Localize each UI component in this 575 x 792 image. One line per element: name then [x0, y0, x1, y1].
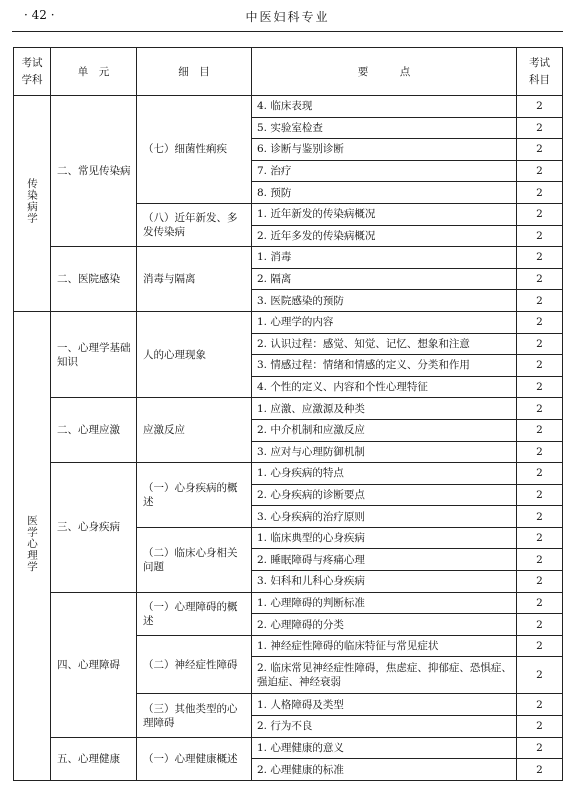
level-cell: 2 [517, 355, 563, 377]
point-cell: 1. 心理学的内容 [252, 311, 517, 333]
item-cell: 应激反应 [137, 398, 252, 463]
point-cell: 1. 消毒 [252, 247, 517, 269]
subject-cell [14, 96, 51, 312]
col-unit-header: 单 元 [51, 48, 137, 96]
table-row [14, 311, 563, 333]
point-cell: 3. 心身疾病的治疗原则 [252, 506, 517, 528]
point-cell: 2. 中介机制和应激反应 [252, 419, 517, 441]
point-cell: 2. 行为不良 [252, 716, 517, 738]
item-cell: （一）心身疾病的概述 [137, 463, 252, 528]
point-cell: 1. 人格障碍及类型 [252, 694, 517, 716]
level-cell: 2 [517, 737, 563, 759]
syllabus-table [13, 47, 563, 781]
unit-cell: 三、心身疾病 [51, 463, 137, 593]
level-cell: 2 [517, 759, 563, 781]
table-header-row [14, 48, 563, 96]
level-cell: 2 [517, 225, 563, 247]
point-cell: 3. 情感过程：情绪和情感的定义、分类和作用 [252, 355, 517, 377]
unit-cell: 二、常见传染病 [51, 96, 137, 247]
item-cell: （一）心理障碍的概述 [137, 592, 252, 635]
table-body [14, 96, 563, 781]
subject-name: 传染病学 [26, 178, 38, 225]
point-cell: 2. 隔离 [252, 268, 517, 290]
page-number: · 42 · [24, 8, 55, 22]
unit-cell: 二、心理应激 [51, 398, 137, 463]
level-cell: 2 [517, 290, 563, 312]
item-cell: （三）其他类型的心理障碍 [137, 694, 252, 737]
level-cell: 2 [517, 333, 563, 355]
point-cell: 3. 应对与心理防御机制 [252, 441, 517, 463]
point-cell: 1. 应激、应激源及种类 [252, 398, 517, 420]
level-cell: 2 [517, 311, 563, 333]
level-cell: 2 [517, 506, 563, 528]
point-cell: 8. 预防 [252, 182, 517, 204]
level-cell: 2 [517, 549, 563, 571]
item-cell: （二）神经症性障碍 [137, 635, 252, 694]
unit-cell: 二、医院感染 [51, 247, 137, 312]
point-cell: 2. 认识过程：感觉、知觉、记忆、想象和注意 [252, 333, 517, 355]
col-subject-header: 考试 学科 [14, 48, 51, 96]
level-cell: 2 [517, 592, 563, 614]
item-cell: （八）近年新发、多发传染病 [137, 203, 252, 246]
level-cell: 2 [517, 376, 563, 398]
table-row [14, 592, 563, 614]
point-cell: 4. 个性的定义、内容和个性心理特征 [252, 376, 517, 398]
point-cell: 4. 临床表现 [252, 96, 517, 118]
point-cell: 1. 近年新发的传染病概况 [252, 203, 517, 225]
point-cell: 2. 心理健康的标准 [252, 759, 517, 781]
level-cell: 2 [517, 694, 563, 716]
level-cell: 2 [517, 247, 563, 269]
subject-cell [14, 311, 51, 780]
item-cell: 人的心理现象 [137, 311, 252, 397]
col-level-header: 考试 科目 [517, 48, 563, 96]
point-cell: 6. 诊断与鉴别诊断 [252, 139, 517, 161]
table-row [14, 247, 563, 269]
item-cell: （七）细菌性痢疾 [137, 96, 252, 204]
level-cell: 2 [517, 484, 563, 506]
level-cell: 2 [517, 182, 563, 204]
header-rule [12, 31, 563, 32]
col-point-header: 要 点 [252, 48, 517, 96]
unit-cell: 五、心理健康 [51, 737, 137, 780]
table-row [14, 737, 563, 759]
level-cell: 2 [517, 463, 563, 485]
table-row [14, 96, 563, 118]
level-cell: 2 [517, 203, 563, 225]
point-cell: 3. 妇科和儿科心身疾病 [252, 571, 517, 593]
point-cell: 5. 实验室检查 [252, 117, 517, 139]
table-row [14, 463, 563, 485]
level-cell: 2 [517, 160, 563, 182]
level-cell: 2 [517, 716, 563, 738]
level-cell: 2 [517, 96, 563, 118]
level-cell: 2 [517, 571, 563, 593]
point-cell: 1. 心理健康的意义 [252, 737, 517, 759]
col-item-header: 细 目 [137, 48, 252, 96]
unit-cell: 一、心理学基础知识 [51, 311, 137, 397]
unit-cell: 四、心理障碍 [51, 592, 137, 737]
point-cell: 2. 睡眠障碍与疼痛心理 [252, 549, 517, 571]
point-cell: 3. 医院感染的预防 [252, 290, 517, 312]
point-cell: 2. 临床常见神经症性障碍，焦虑症、抑郁症、恐惧症、强迫症、神经衰弱 [252, 657, 517, 694]
book-title: 中医妇科专业 [245, 10, 330, 24]
level-cell: 2 [517, 117, 563, 139]
item-cell: （二）临床心身相关问题 [137, 527, 252, 592]
level-cell: 2 [517, 614, 563, 636]
level-cell: 2 [517, 635, 563, 657]
point-cell: 2. 心身疾病的诊断要点 [252, 484, 517, 506]
level-cell: 2 [517, 657, 563, 694]
point-cell: 7. 治疗 [252, 160, 517, 182]
level-cell: 2 [517, 527, 563, 549]
level-cell: 2 [517, 268, 563, 290]
point-cell: 2. 心理障碍的分类 [252, 614, 517, 636]
item-cell: （一）心理健康概述 [137, 737, 252, 780]
point-cell: 1. 神经症性障碍的临床特征与常见症状 [252, 635, 517, 657]
table-row [14, 398, 563, 420]
point-cell: 1. 心理障碍的判断标准 [252, 592, 517, 614]
point-cell: 1. 临床典型的心身疾病 [252, 527, 517, 549]
level-cell: 2 [517, 419, 563, 441]
point-cell: 1. 心身疾病的特点 [252, 463, 517, 485]
item-cell: 消毒与隔离 [137, 247, 252, 312]
level-cell: 2 [517, 441, 563, 463]
level-cell: 2 [517, 139, 563, 161]
level-cell: 2 [517, 398, 563, 420]
point-cell: 2. 近年多发的传染病概况 [252, 225, 517, 247]
subject-name: 医学心理学 [26, 515, 38, 573]
